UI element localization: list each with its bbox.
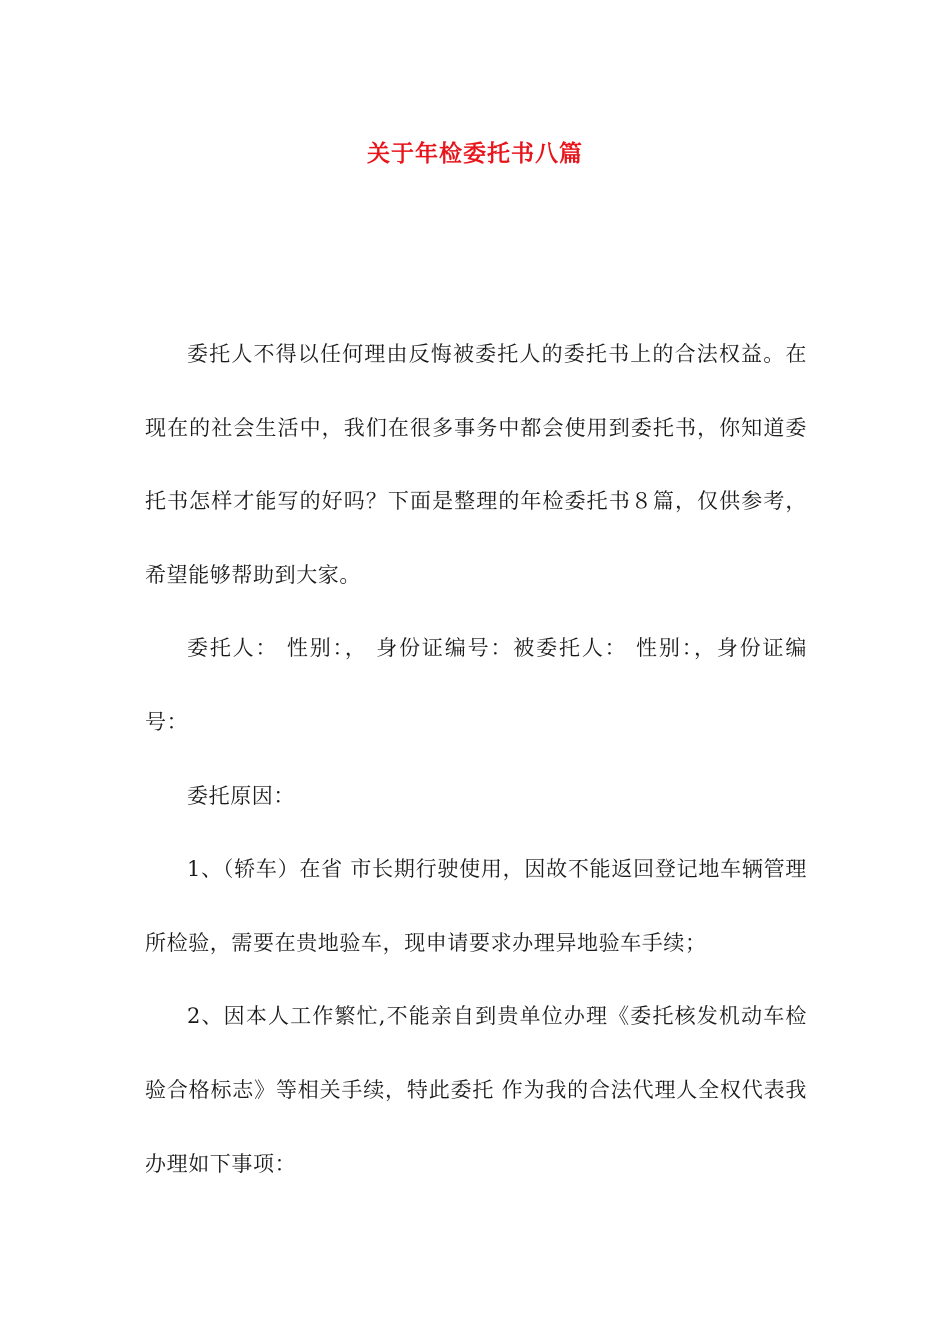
document-body: [145, 318, 807, 1201]
paragraph-intro: 委托人不得以任何理由反悔被委托人的委托书上的合法权益。在现在的社会生活中，我们在很多事务中都会使用到委托书，你知道委托书怎样才能写的好吗？下面是整理的年检委托书８篇，仅供参考，希望能够帮助到大家。: [145, 342, 807, 587]
paragraph-reason-2: 2、因本人工作繁忙,不能亲自到贵单位办理《委托核发机动车检验合格标志》等相关手续，特此委托 作为我的合法代理人全权代表我办理如下事项：: [145, 1004, 807, 1176]
paragraph-parties: 委托人： 性别：， 身份证编号：被委托人： 性别：，身份证编号：: [145, 636, 807, 734]
paragraph-reason-heading: 委托原因：: [187, 783, 295, 808]
paragraph-reason-1: 1、（轿车）在省 市长期行驶使用，因故不能返回登记地车辆管理所检验，需要在贵地验车，现申请要求办理异地验车手续；: [145, 857, 807, 955]
document-title: 关于年检委托书八篇: [367, 141, 583, 167]
